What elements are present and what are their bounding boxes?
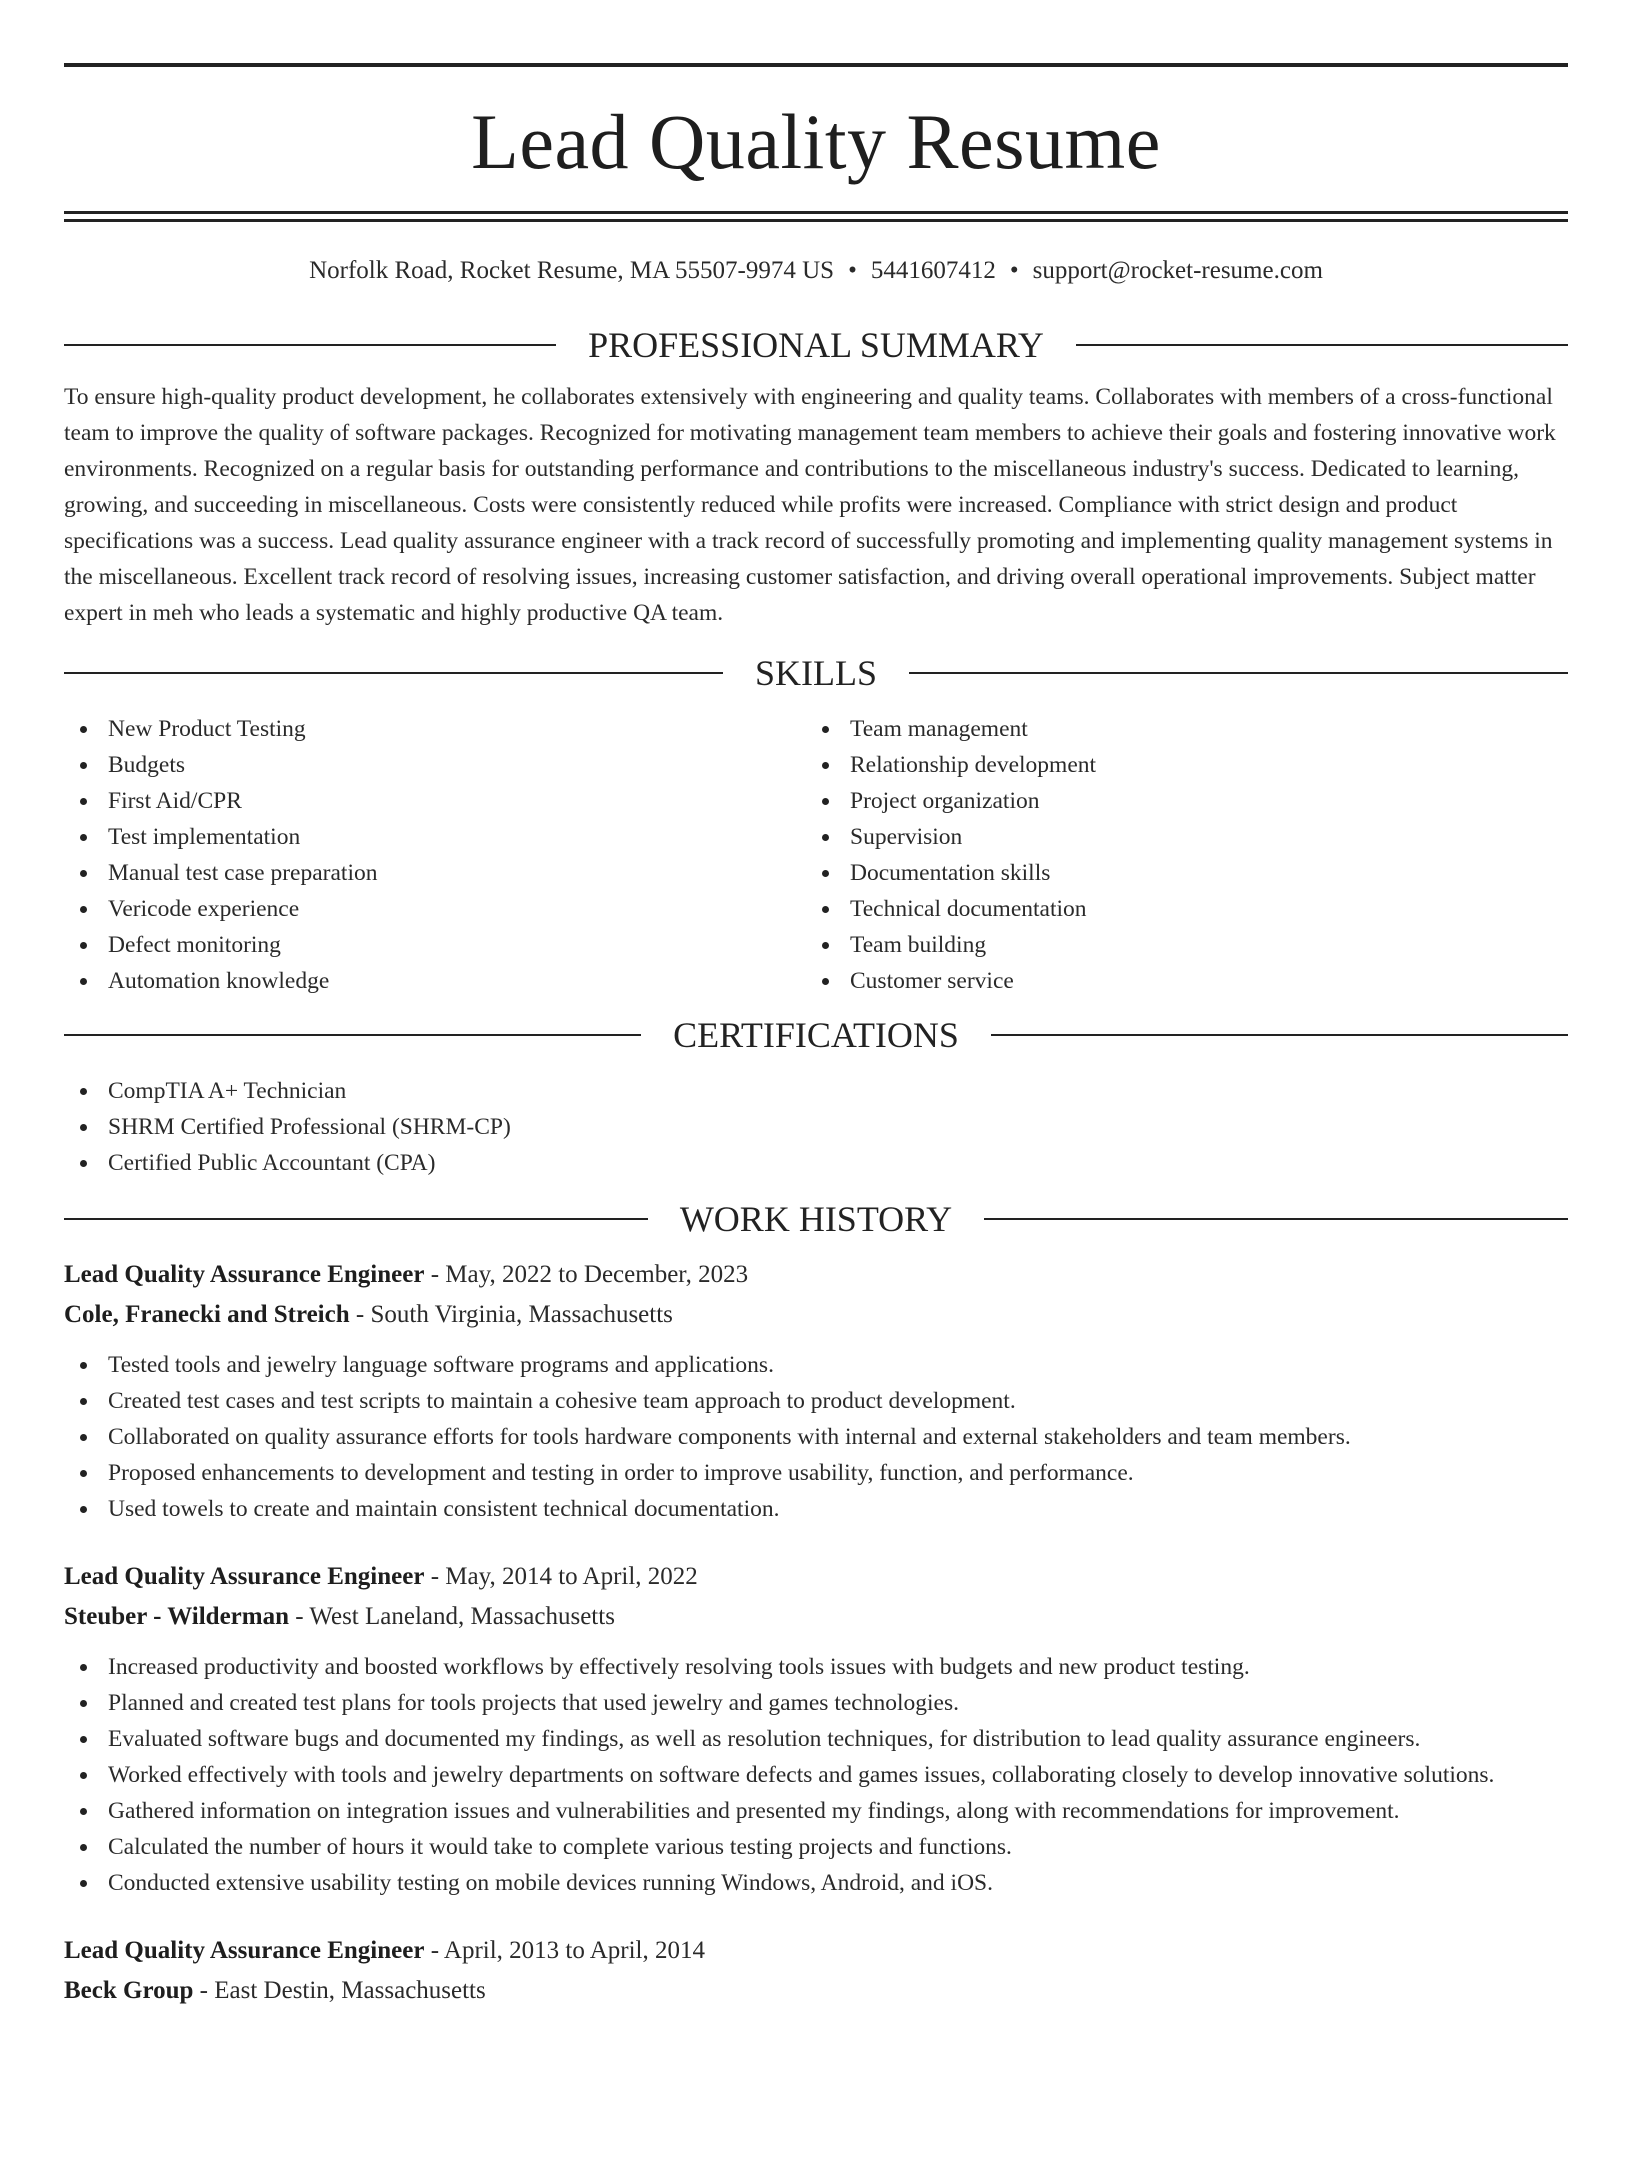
skill-item: Supervision <box>806 819 1548 855</box>
job-bullets <box>64 1649 1568 1901</box>
skill-item: Test implementation <box>64 819 806 855</box>
work-history-heading <box>64 1197 1568 1241</box>
job-entry <box>64 1255 1568 1527</box>
job-bullet: Worked effectively with tools and jewelry departments on software defects and games issues, collaborating closely to develop innovative solutions. <box>64 1757 1568 1793</box>
section-title: SKILLS <box>755 653 878 693</box>
job-location: - West Laneland, Massachusetts <box>289 1603 615 1630</box>
contact-email: support@rocket-resume.com <box>1032 257 1323 284</box>
job-bullet: Increased productivity and boosted workflows by effectively resolving tools issues with budgets and new product testing. <box>64 1649 1568 1685</box>
job-location: - South Virginia, Massachusetts <box>349 1301 673 1328</box>
contact-phone: 5441607412 <box>870 257 996 284</box>
contact-address: Norfolk Road, Rocket Resume, MA 55507-9974 US <box>309 257 835 284</box>
job-company-line <box>64 1971 1568 2011</box>
job-bullet: Proposed enhancements to development and testing in order to improve usability, function, and performance. <box>64 1455 1568 1491</box>
skill-item: Team management <box>806 711 1548 747</box>
skill-item: Relationship development <box>806 747 1548 783</box>
skills-left-column <box>64 711 806 999</box>
skill-item: Documentation skills <box>806 855 1548 891</box>
summary-heading <box>64 323 1568 367</box>
job-company-line <box>64 1597 1568 1637</box>
job-bullet: Used towels to create and maintain consistent technical documentation. <box>64 1491 1568 1527</box>
job-title: Lead Quality Assurance Engineer <box>64 1937 425 1964</box>
job-bullet: Calculated the number of hours it would take to complete various testing projects and functions. <box>64 1829 1568 1865</box>
job-bullet: Evaluated software bugs and documented my findings, as well as resolution techniques, for distribution to lead quality assurance engineers. <box>64 1721 1568 1757</box>
job-dates: - April, 2013 to April, 2014 <box>424 1937 705 1964</box>
top-rule <box>64 63 1568 67</box>
job-bullet: Gathered information on integration issues and vulnerabilities and presented my findings, along with recommendations for improvement. <box>64 1793 1568 1829</box>
skill-item: Technical documentation <box>806 891 1548 927</box>
skill-item: Team building <box>806 927 1548 963</box>
skill-item: First Aid/CPR <box>64 783 806 819</box>
skills-heading <box>64 651 1568 695</box>
certification-item: CompTIA A+ Technician <box>64 1073 1568 1109</box>
skill-item: Budgets <box>64 747 806 783</box>
skill-item: New Product Testing <box>64 711 806 747</box>
job-bullet: Planned and created test plans for tools projects that used jewelry and games technologies. <box>64 1685 1568 1721</box>
job-bullet: Tested tools and jewelry language software programs and applications. <box>64 1347 1568 1383</box>
job-bullet: Collaborated on quality assurance efforts for tools hardware components with internal and external stakeholders and team members. <box>64 1419 1568 1455</box>
summary-text: To ensure high-quality product development, he collaborates extensively with engineering and quality teams. Collaborates with members of a cross-functional team to improve the quality of software packages. Recognized for motivating management team members to achieve their goals and fostering innovative work environments. Recognized on a regular basis for outstanding performance and contributions to the miscellaneous industry's success. Dedicated to learning, growing, and succeeding in miscellaneous. Costs were consistently reduced while profits were increased. Compliance with strict design and product specifications was a success. Lead quality assurance engineer with a track record of successfully promoting and implementing quality management systems in the miscellaneous. Excellent track record of resolving issues, increasing customer satisfaction, and driving overall operational improvements. Subject matter expert in meh who leads a systematic and highly productive QA team. <box>64 384 1556 626</box>
job-title: Lead Quality Assurance Engineer <box>64 1261 425 1288</box>
skill-item: Vericode experience <box>64 891 806 927</box>
job-dates: - May, 2022 to December, 2023 <box>424 1261 749 1288</box>
skill-item: Defect monitoring <box>64 927 806 963</box>
contact-separator: • <box>1009 257 1019 284</box>
job-title-line <box>64 1931 1568 1971</box>
skills-right-column <box>806 711 1548 999</box>
job-entry <box>64 1557 1568 1901</box>
job-company: Steuber - Wilderman <box>64 1603 290 1630</box>
work-history-list <box>64 1255 1568 2011</box>
header-double-rule <box>64 211 1568 222</box>
certifications-list <box>64 1073 1568 1181</box>
job-bullet: Created test cases and test scripts to maintain a cohesive team approach to product development. <box>64 1383 1568 1419</box>
skills-list <box>64 711 1568 999</box>
job-entry <box>64 1931 1568 2011</box>
skill-item: Project organization <box>806 783 1548 819</box>
skill-item: Manual test case preparation <box>64 855 806 891</box>
job-company-line <box>64 1295 1568 1335</box>
certification-item: SHRM Certified Professional (SHRM-CP) <box>64 1109 1568 1145</box>
resume-name: Lead Quality Resume <box>471 98 1161 185</box>
job-title: Lead Quality Assurance Engineer <box>64 1563 425 1590</box>
certifications-heading <box>64 1013 1568 1057</box>
section-title: CERTIFICATIONS <box>673 1015 959 1055</box>
job-bullets <box>64 1347 1568 1527</box>
contact-separator: • <box>848 257 857 284</box>
job-title-line <box>64 1557 1568 1597</box>
job-title-line <box>64 1255 1568 1295</box>
section-title: WORK HISTORY <box>679 1199 953 1239</box>
section-title: PROFESSIONAL SUMMARY <box>588 325 1044 365</box>
certification-item: Certified Public Accountant (CPA) <box>64 1145 1568 1181</box>
job-company: Cole, Franecki and Streich <box>64 1301 350 1328</box>
skill-item: Customer service <box>806 963 1548 999</box>
job-dates: - May, 2014 to April, 2022 <box>424 1563 698 1590</box>
job-company: Beck Group <box>64 1977 194 2004</box>
job-bullet: Conducted extensive usability testing on mobile devices running Windows, Android, and iOS. <box>64 1865 1568 1901</box>
job-location: - East Destin, Massachusetts <box>193 1977 486 2004</box>
resume-page <box>64 63 1568 2011</box>
contact-line <box>64 256 1568 286</box>
skill-item: Automation knowledge <box>64 963 806 999</box>
